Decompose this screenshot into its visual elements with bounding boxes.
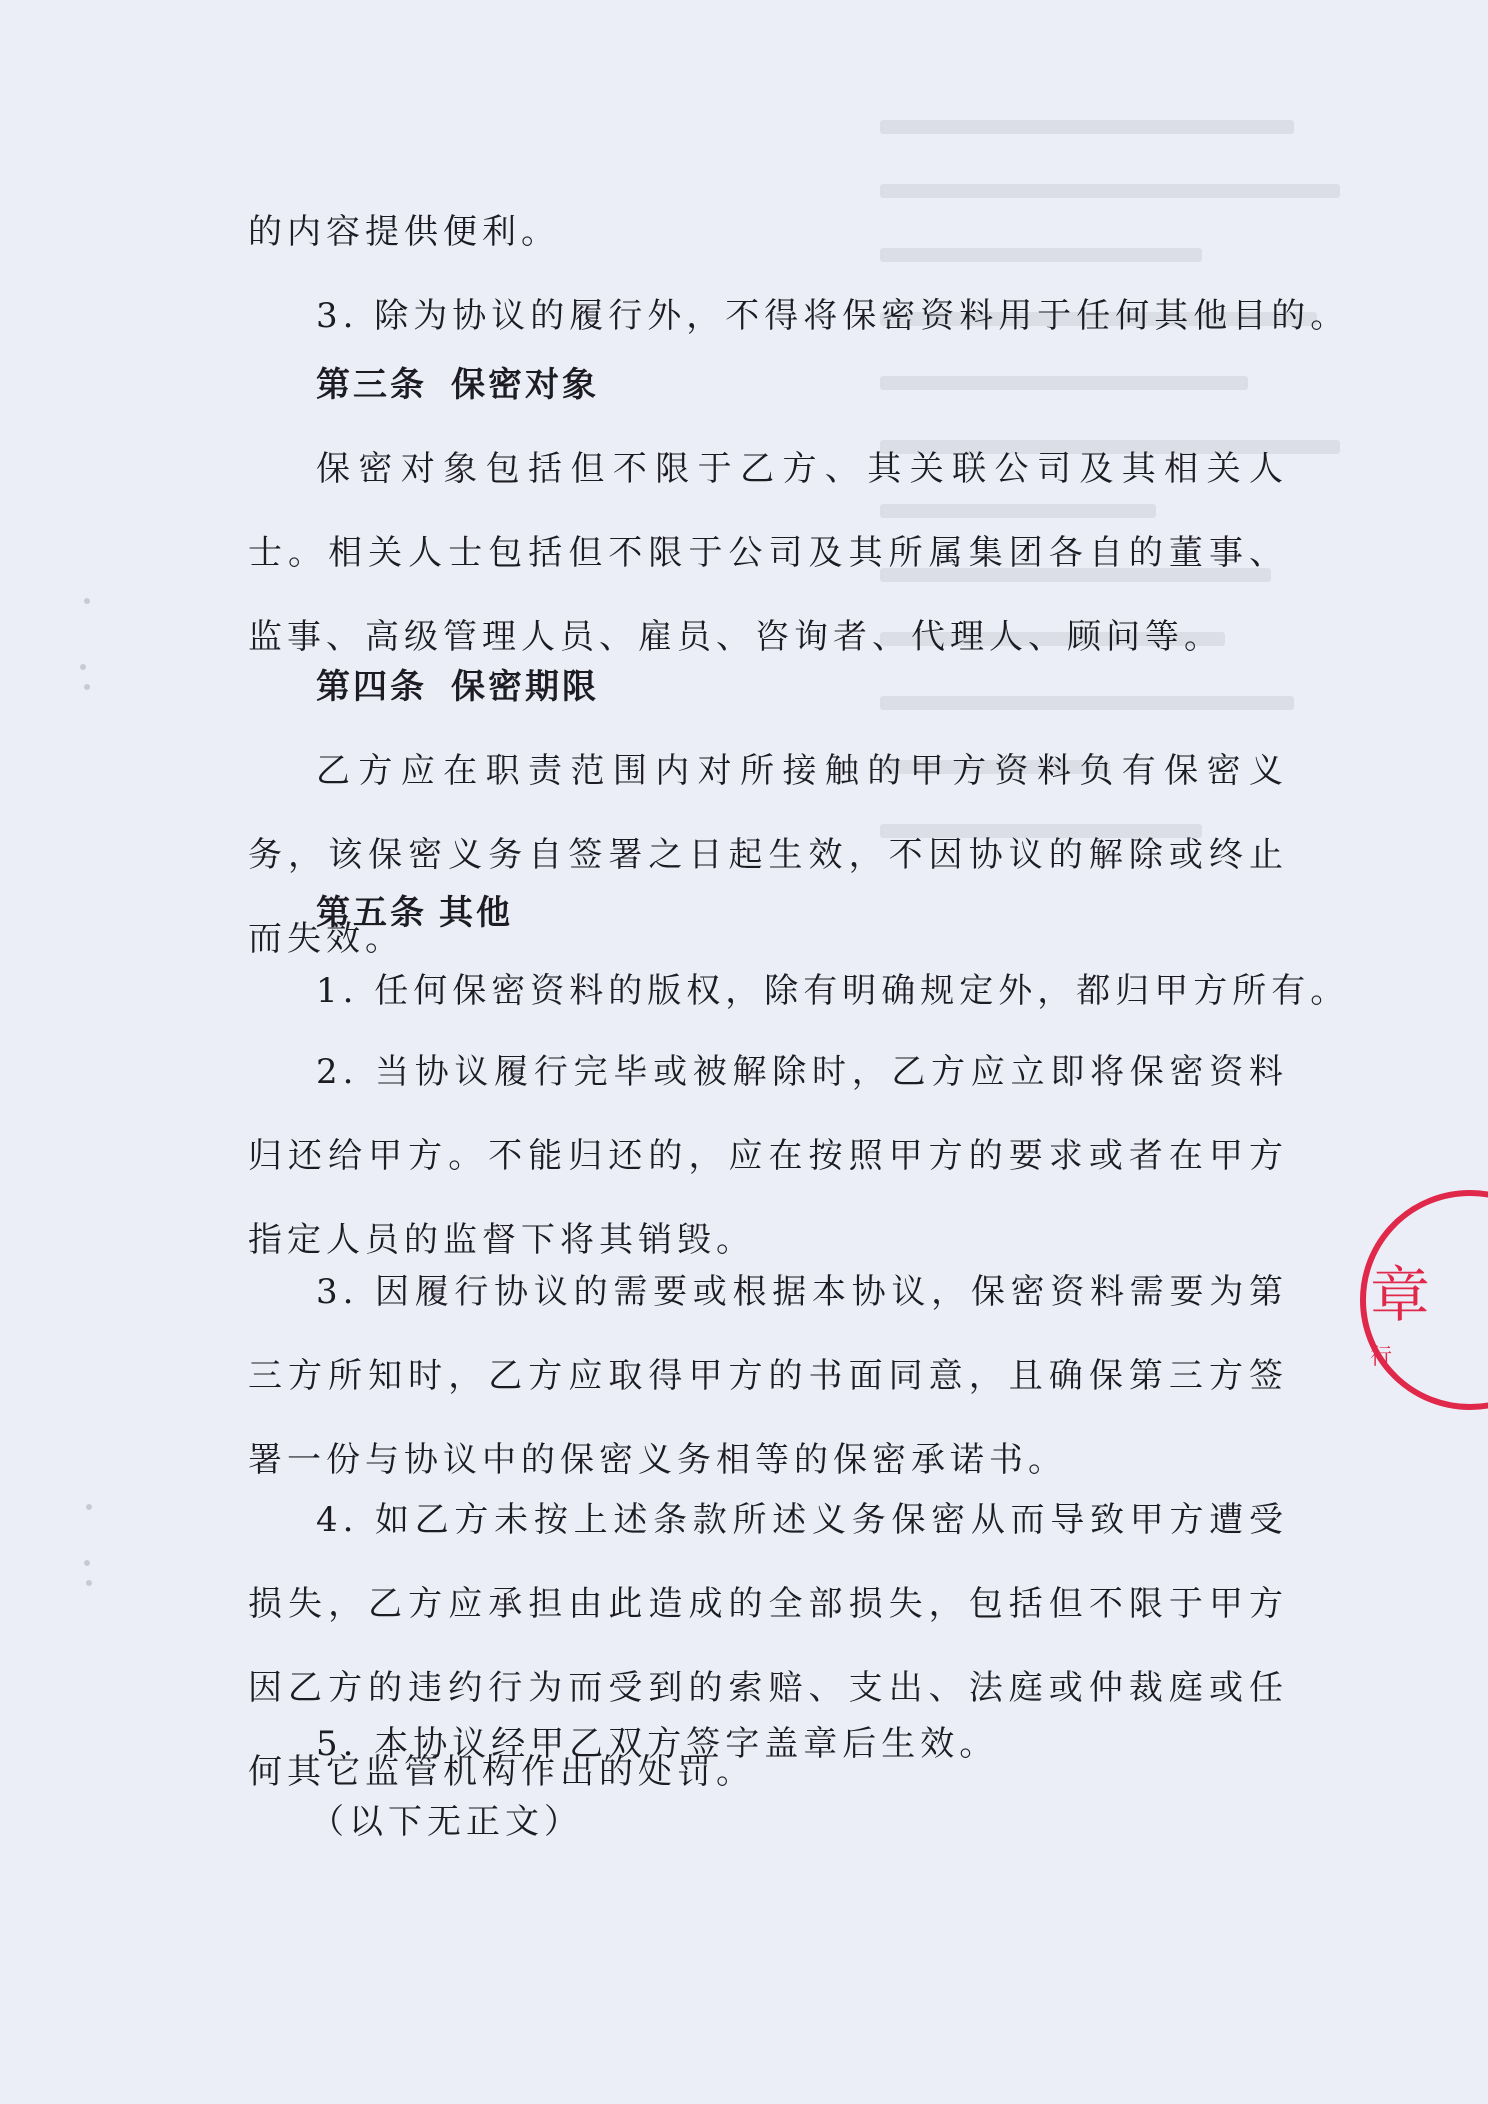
clause-item: 3. 因履行协议的需要或根据本协议，保密资料需要为第三方所知时，乙方应取得甲方的书面同意，且确保第三方签署一份与协议中的保密义务相等的保密承诺书。 [248, 1272, 1288, 1480]
clause-item: 2. 当协议履行完毕或被解除时，乙方应立即将保密资料归还给甲方。不能归还的，应在按照甲方的要求或者在甲方指定人员的监督下将其销毁。 [248, 1052, 1288, 1260]
seal-character: 行 [1370, 1345, 1393, 1370]
article-title: 其他 [439, 893, 513, 933]
article-body: 保密对象包括但不限于乙方、其关联公司及其相关人士。相关人士包括但不限于公司及其所属集团各自的董事、监事、高级管理人员、雇员、咨询者、代理人、顾问等。 [248, 449, 1288, 657]
punch-hole [84, 1560, 90, 1566]
punch-hole [80, 664, 86, 670]
punch-hole [84, 684, 90, 690]
article-title: 保密对象 [451, 365, 599, 405]
end-note: （以下无正文） [310, 1802, 583, 1842]
punch-hole [86, 1580, 92, 1586]
article-heading [316, 871, 513, 955]
article-body: 乙方应在职责范围内对所接触的甲方资料负有保密义务，该保密义务自签署之日起生效，不因协议的解除或终止而失效。 [248, 751, 1288, 959]
punch-hole [86, 1504, 92, 1510]
clause-item: 5. 本协议经甲乙双方签字盖章后生效。 [316, 1724, 999, 1764]
article-heading [316, 343, 599, 427]
seal-character: 章 [1370, 1261, 1430, 1331]
clause-item: 3. 除为协议的履行外，不得将保密资料用于任何其他目的。 [316, 296, 1350, 336]
article-number: 第五条 [316, 893, 427, 933]
paragraph-continuation: 的内容提供便利。 [248, 212, 560, 252]
article-number: 第三条 [316, 365, 427, 405]
punch-hole [84, 598, 90, 604]
article-number: 第四条 [316, 667, 427, 707]
article-heading [316, 645, 599, 729]
clause-item: 4. 如乙方未按上述条款所述义务保密从而导致甲方遭受损失，乙方应承担由此造成的全部损失，包括但不限于甲方因乙方的违约行为而受到的索赔、支出、法庭或仲裁庭或任何其它监管机构作出的处罚。 [248, 1500, 1288, 1792]
article-title: 保密期限 [451, 667, 599, 707]
clause-item: 1. 任何保密资料的版权，除有明确规定外，都归甲方所有。 [316, 971, 1350, 1011]
